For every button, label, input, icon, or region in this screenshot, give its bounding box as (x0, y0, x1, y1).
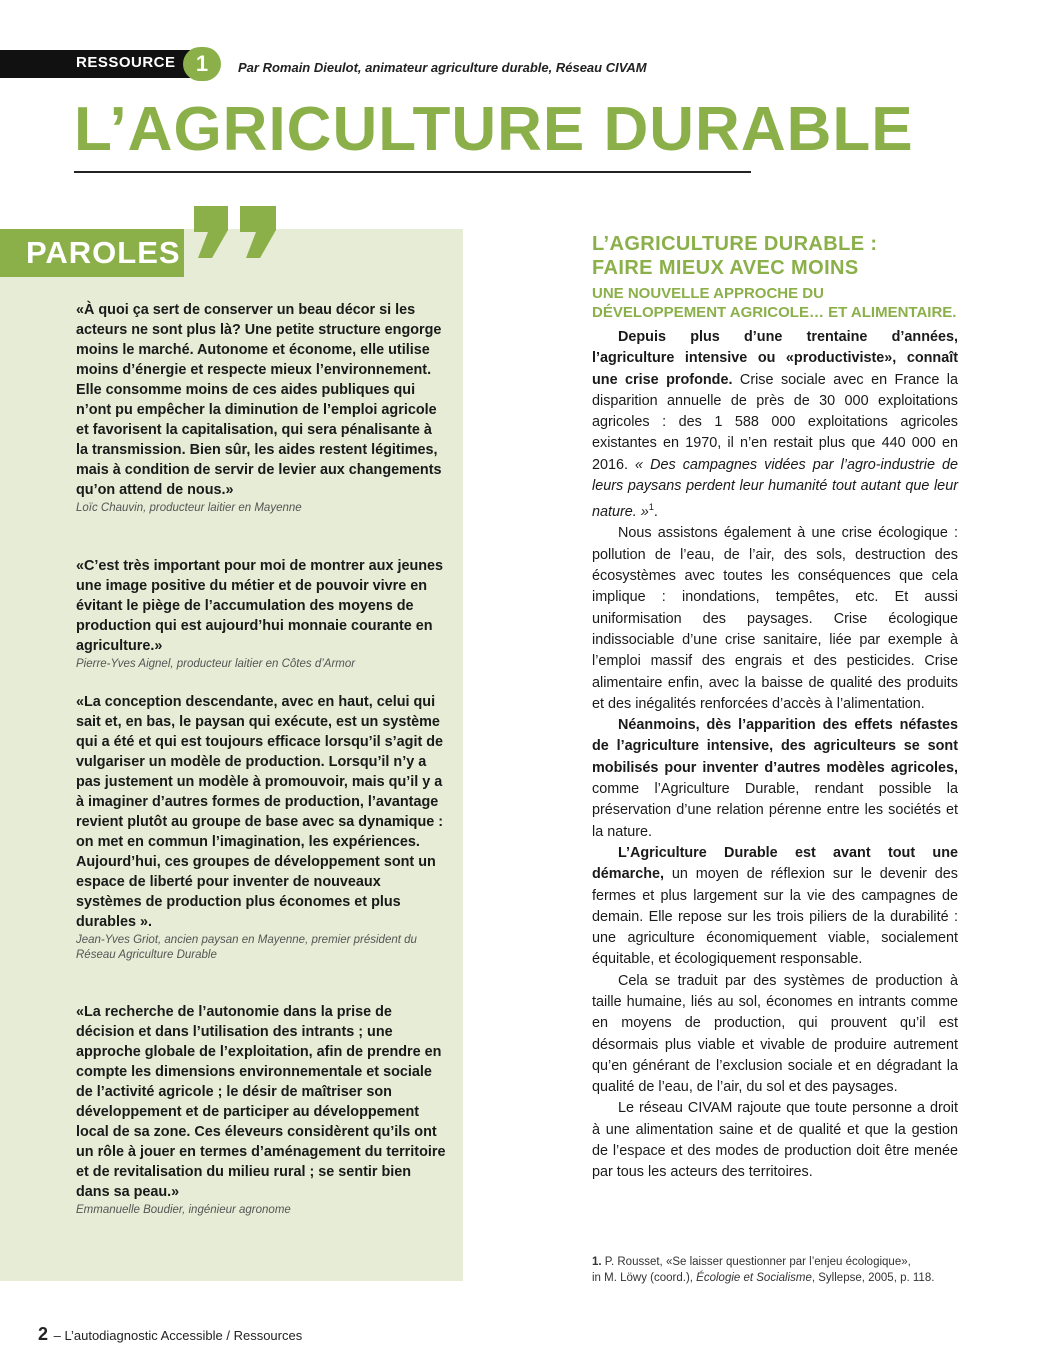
footnote-number: 1. (592, 1256, 602, 1268)
quote-text: «La conception descendante, avec en haut, celui qui sait et, en bas, le paysan qui exécute, est un système qui a été et qui est toujours efficace lorsqu’il s’agit de vulgariser un modèle de production. Lorsqu’il n’y a pas justement un modèle à promouvoir, mais qu’il y a à imaginer d’autres formes de production, l’avantage revient plutôt au groupe de base avec sa dynamique : on met en commun l’imagination, les expériences. Aujourd’hui, ces groupes de développement sont un espace de liberté pour inventer de nouveaux systèmes de production plus économes et plus durables ». (76, 694, 444, 930)
article-paragraph: Nous assistons également à une crise écologique : pollution de l’eau, de l’air, des sols, destruction des écosystèmes avec toutes les conséquences que cela implique : inondations, tempêtes, etc. Et aussi uniformisation des paysages. Crise écologique indissociable d’une crise sanitaire, liée par exemple à l’emploi massif des engrais et des pesticides. Crise alimentaire enfin, avec la baisse de qualité des produits et des inégalités renforcées d’accès à l’alimentation. (592, 525, 958, 712)
article-paragraph (592, 843, 958, 971)
footnote-ref: 1 (648, 502, 654, 513)
quote-block (76, 556, 446, 672)
bold-lead: Néanmoins, dès l’apparition des effets néfastes de l’agriculture intensive, des agriculteurs se sont mobilisés pour inventer d’autres modèles agricoles, (592, 717, 958, 776)
article-paragraph: Cela se traduit par des systèmes de production à taille humaine, liés au sol, économes en intrants comme en moyens de production, qui prouvent qu’il est désormais plus viable et vivable de produire autrement qu’en générant de l’exclusion sociale et en dégradant la qualité de l’eau, de l’air, du sol et des paysages. (592, 972, 958, 1096)
footer-text: – L’autodiagnostic Accessible / Ressources (50, 1328, 303, 1343)
title-divider (74, 171, 751, 173)
article-paragraph (592, 327, 958, 523)
article-paragraph: Le réseau CIVAM rajoute que toute personne a droit à une alimentation saine et de qualité et que la gestion de l’espace et des modes de production doit être menée par tous les acteurs des territoires. (592, 1100, 958, 1181)
section-number-badge: 1 (183, 47, 221, 81)
section-label: RESSOURCE (76, 54, 176, 71)
italic-quote: « Des campagnes vidées par l’agro-industrie de leurs paysans perdent leur humanité tout autant que leur nature. » (592, 456, 958, 521)
bold-lead: Depuis plus d’une trentaine d’années, l’agriculture intensive ou «productiviste», connaît une crise profonde. (592, 329, 958, 388)
page-title: L’AGRICULTURE DURABLE (74, 95, 914, 164)
quote-author: Loïc Chauvin, producteur laitier en Mayenne (76, 502, 302, 514)
paragraph-text: comme l’Agriculture Durable, rendant possible la préservation d’une relation pérenne entre les sociétés et la nature. (592, 781, 958, 840)
page-footer (38, 1324, 302, 1345)
paroles-tab: PAROLES (0, 229, 184, 277)
quote-text: «C’est très important pour moi de montrer aux jeunes une image positive du métier et de pouvoir vivre en évitant le piège de l’accumulation des moyens de production qui est aujourd’hui monnaie courante en agriculture.» (76, 558, 444, 654)
footnote-text: P. Rousset, «Se laisser questionner par l’enjeu écologique», (601, 1256, 911, 1268)
quote-text: «La recherche de l’autonomie dans la prise de décision et dans l’utilisation des intrants ; une approche globale de l’exploitation, afin de prendre en compte les dimensions environnementale et sociale de l’activité agricole ; le désir de maîtriser son développement et de participer au développement local de sa zone. Ces éleveurs considèrent qu’ils ont un rôle à jouer en termes d’aménagement du territoire et de revitalisation du milieu rural ; se sentir bien dans sa peau.» (76, 1004, 446, 1200)
footnote-title: Écologie et Socialisme (696, 1272, 812, 1284)
quote-block (76, 692, 446, 963)
quote-mark-icon (190, 204, 282, 260)
page-number: 2 (38, 1324, 49, 1344)
footnote-text: in M. Löwy (coord.), (592, 1272, 697, 1284)
quote-block (76, 1002, 446, 1218)
article-paragraph (592, 715, 958, 843)
paragraph-text: Crise sociale avec en France la disparition annuelle de près de 30 000 exploitations agricoles : des 1 588 000 exploitations agricoles existantes en 1970, il n’en restait plus que 440 000 en 2016. (592, 371, 958, 473)
article-heading: L’AGRICULTURE DURABLE : FAIRE MIEUX AVEC MOINS (592, 233, 878, 279)
quote-author: Jean-Yves Griot, ancien paysan en Mayenne, premier président du Réseau Agriculture Durable (76, 934, 417, 961)
article-body (592, 327, 958, 1184)
bold-lead: L’Agriculture Durable est avant tout une démarche, (592, 844, 958, 883)
author-line: Par Romain Dieulot, animateur agriculture durable, Réseau CIVAM (238, 60, 647, 75)
footnote-text: , Syllepse, 2005, p. 118. (811, 1272, 935, 1284)
article-subheading: UNE NOUVELLE APPROCHE DU DÉVELOPPEMENT AGRICOLE… ET ALIMENTAIRE. (592, 285, 957, 321)
paragraph-end: . (653, 504, 658, 521)
quote-author: Emmanuelle Boudier, ingénieur agronome (76, 1204, 291, 1216)
footnote (592, 1254, 958, 1286)
quote-text: «À quoi ça sert de conserver un beau décor si les acteurs ne sont plus là? Une petite structure engorge moins le marché. Autonome et économe, elle utilise moins d’énergie et respecte mieux l’environnement. Elle consomme moins de ces aides publiques qui n’ont pu empêcher la diminution de l’emploi agricole et favorisent la capitalisation, qui sera pénalisante à la transmission. Bien sûr, les aides restent légitimes, mais à condition de servir de levier aux changements qu’on attend de nous.» (76, 302, 442, 498)
paragraph-text: un moyen de réflexion sur le devenir des fermes et plus largement sur la vie des campagnes de demain. Elle repose sur les trois piliers de la durabilité : une agriculture économiquement viable, socialement équitable, et écologiquement responsable. (592, 866, 958, 968)
quote-block (76, 300, 446, 516)
quote-author: Pierre-Yves Aignel, producteur laitier en Côtes d’Armor (76, 658, 356, 670)
